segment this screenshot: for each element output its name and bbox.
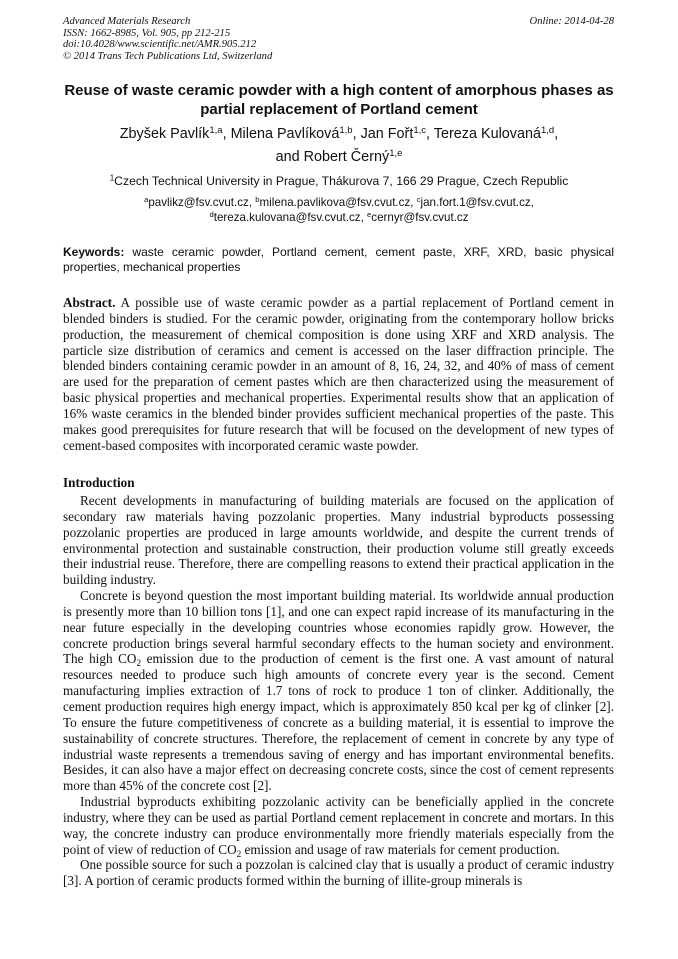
online-date: Online: 2014-04-28 (529, 16, 614, 27)
paragraph: Recent developments in manufacturing of building materials are focused on the application of secondary raw materials having pozzolanic properties. Many industrial byproducts possessing pozzolanic properties are produced in large amounts worldwide, and despite the current trends of environmental protection and sustainable construction, their production volume still greatly exceeds their industrial reuse. Therefore, there are compelling reasons to extend their practical application in the building industry. (63, 493, 614, 588)
author-name: Zbyšek Pavlík (119, 126, 210, 142)
author-name: Jan Fořt (360, 126, 414, 142)
author-affiliation-mark: 1,b (339, 124, 353, 136)
email-address[interactable]: tereza.kulovana@fsv.cvut.cz (213, 210, 361, 224)
author-name: Milena Pavlíková (230, 126, 340, 142)
abstract (63, 295, 614, 453)
author-name: Tereza Kulovaná (433, 126, 541, 142)
introduction-body (63, 493, 614, 889)
affiliation (40, 174, 638, 189)
keywords-text: waste ceramic powder, Portland cement, cement paste, XRF, XRD, basic physical properties, mechanical properties (63, 245, 614, 274)
keywords (63, 245, 614, 275)
affiliation-mark: 1 (109, 173, 115, 183)
journal-name: Advanced Materials Research (63, 16, 191, 27)
author-emails: $^a$pavlikz@fsv.cvut.cz, $^b$milena.pavlikova@fsv.cvut.cz, $^c$jan.fort.1@fsv.cvut.cz, $^d$tereza.kulovana@fsv.cvut.cz, $^e$cernyr@fsv.cvut.cz (144, 194, 534, 224)
email-address[interactable]: pavlikz@fsv.cvut.cz (148, 196, 249, 209)
journal-copyright: © 2014 Trans Tech Publications Ltd, Switzerland (63, 50, 273, 62)
paragraph: One possible source for such a pozzolan is calcined clay that is usually a product of ceramic industry [3]. A portion of ceramic products formed within the burning of illite-group minerals is (63, 857, 614, 889)
journal-doi: doi:10.4028/www.scientific.net/AMR.905.212 (63, 39, 257, 51)
email-address[interactable]: cernyr@fsv.cvut.cz (371, 210, 469, 224)
paragraph: Concrete is beyond question the most important building material. Its worldwide annual production is presently more than 10 billion tons [1], and one can expect rapid increase of its manufacturing in the near future especially in the developing countries whose economies rapidly grow. However, the concrete production brings several harmful secondary effects to the human society and environment. The high $CO_2$ emission due to the production of cement is the first one. A vast amount of natural resources needed to produce such high amounts of concrete every year is the second. Cement manufacturing implies extraction of 1.7 tons of rock to produce 1 ton of clinker. Additionally, the cement production requires high energy impact, which is approximately 850 kcal per kg of clinker [2]. To ensure the future competitiveness of concrete as a building material, it is essential to improve the sustainability of concrete structures. Therefore, the replacement of cement in concrete by any type of industrial waste represents a tremendous saving of energy and has important environmental benefits. Besides, it can also have a major effect on decreasing concrete costs, since the cost of cement represents more than 45% of the concrete cost [2]. (63, 588, 614, 794)
paragraph: Industrial byproducts exhibiting pozzolanic activity can be beneficially applied in the concrete industry, where they can be used as partial Portland cement replacement in concrete and mortars. In this way, the concrete industry can produce environmentally more friendly materials especially from the point of view of reduction of $CO_2$ emission and usage of raw materials for cement production. (63, 794, 614, 859)
keywords-label: Keywords: (63, 245, 125, 259)
email-address[interactable]: milena.pavlikova@fsv.cvut.cz (259, 196, 411, 209)
abstract-text: A possible use of waste ceramic powder as a partial replacement of Portland cement in blended binders is studied. For the ceramic powder, originating from the contemporary hollow bricks production, the measurement of chemical composition is done using XRF and XRD analysis. The particle size distribution of ceramics and cement is accessed on the laser diffraction principle. The blended binders containing ceramic powder in an amount of 8, 16, 24, 32, and 40% of mass of cement are used for the preparation of cement pastes which are then characterized using the measurement of basic physical properties and mechanical properties. Experimental results show that an application of 16% waste ceramics in the blended binder provides sufficient mechanical properties of the paste. This makes good prerequisites for future research that will be focused on the development of new types of cement-based composites with incorporated ceramic waste powder. (63, 295, 614, 453)
abstract-label: Abstract. (63, 295, 116, 310)
author-affiliation-mark: 1,e (389, 147, 403, 159)
author-list: Zbyšek Pavlík$^{1,a}$, Milena Pavlíková$^{1,b}$, Jan Fořt$^{1,c}$, Tereza Kulovaná$^{1,d}$, and Robert Černý$^{1,e}$ (119, 124, 559, 165)
paper-title: Reuse of waste ceramic powder with a high content of amorphous phases as partial replacement of Portland cement (64, 82, 614, 118)
section-heading-introduction: Introduction (63, 475, 135, 490)
email-address[interactable]: jan.fort.1@fsv.cvut.cz (420, 196, 531, 209)
journal-header (63, 16, 272, 62)
author-affiliation-mark: 1,d (541, 124, 555, 136)
author-affiliation-mark: 1,c (413, 124, 427, 136)
affiliation-text: Czech Technical University in Prague, Thákurova 7, 166 29 Prague, Czech Republic (114, 174, 569, 188)
author-name: and Robert Černý (275, 149, 390, 165)
author-affiliation-mark: 1,a (209, 124, 223, 136)
journal-issn: ISSN: 1662-8985, Vol. 905, pp 212-215 (63, 27, 231, 39)
